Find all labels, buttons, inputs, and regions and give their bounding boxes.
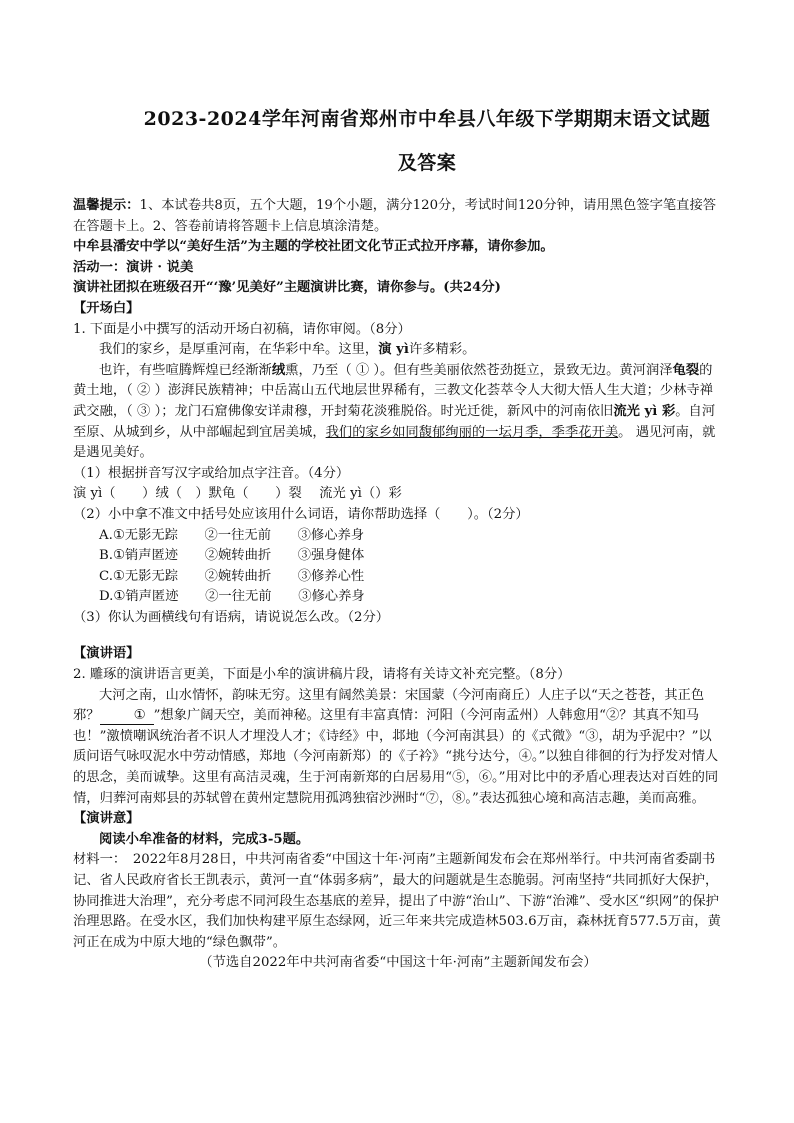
dotted-word: 龟裂: [672, 362, 700, 378]
option-a: A.①无影无踪 ②一往无前 ③修心养身: [99, 527, 365, 543]
material-one: 材料一： 2022年8月28日，中共河南省委“中国这十年·河南”主题新闻发布会在郑州举行。中共河南省委副书记、省人民政府省长王凯表示，黄河一直“体弱多病”，最大的问题就是生态脆弱。河南坚持“共同抓好大保护，协同推进大治理”，充分考虑不同河段生态基底的差异，提出了中游“治山”、下游“治滩”、受水区“织网”的保护治理思路。在受水区，我们加快构建平原生态绿网，近三年来共完成造林503.6万亩，森林抚育577.5万亩，黄河正在成为中原大地的“绿色飘带”。: [73, 852, 721, 950]
question-2-text: [73, 686, 723, 810]
section-opening: 【开场白】: [73, 300, 140, 316]
pinyin-word: 流光 yì 彩: [613, 403, 676, 419]
question-1-sub-3: （3）你认为画横线句有语病，请说说怎么改。（2分）: [73, 609, 390, 625]
underlined-sentence: 我们的家乡如同馥郁绚丽的一坛月季，季季花开美: [325, 424, 619, 440]
spacer: [73, 628, 723, 644]
text-fragment: 我们的家乡，是厚重河南，在华彩中牟。这里，: [99, 342, 379, 358]
text-fragment: ”想象广阔天空，美而神秘。这里有丰富真情：河阳（今河南孟州）人韩愈用“②？其真不知马也！”激愤嘲讽统治者不识人才埋没人才；《诗经》中，邶地（今河南淇县）的《式微》“③，胡为乎泥中？”以质问语气咏叹泥水中劳动情感，郑地（今河南新郑）的《子衿》“挑兮达兮，④。”以独自徘徊的行为抒发对情人的思念，美而诚挚。这里有高洁灵魂，生于河南新郑的白居易用“⑤，⑥。”用对比中的矛盾心理表达对百姓的同情，归葬河南郏县的苏轼曾在黄州定慧院用孤鸿独宿沙洲时“⑦，⑧。”表达孤独心境和高洁志趣，美而高雅。: [73, 708, 719, 806]
dotted-character: 绒: [271, 362, 286, 378]
text-fragment: 大河之南，山水情怀，韵味无穷。这里有阔然美景：宋国蒙（今河南商丘）人庄子以“天之苍苍，其正色邪？: [73, 687, 705, 724]
material-source: （节选自2022年中共河南省委“中国这十年·河南”主题新闻发布会）: [199, 955, 597, 971]
question-1-sub-2: （2）小中拿不准文中括号处应该用什么词语，请你帮助选择（ ）。（2分）: [73, 506, 529, 522]
section-speech: 【演讲语】: [73, 646, 140, 662]
question-2-stem: 2. 雕琢的演讲语言更美，下面是小牟的演讲稿片段，请将有关诗文补充完整。（8分）: [73, 667, 571, 683]
text-fragment: 。自河至原、从城到乡，从中部崛起到宜居美城，: [73, 403, 716, 440]
question-1-stem: 1. 下面是小中撰写的活动开场白初稿，请你审阅。（8分）: [73, 321, 411, 337]
question-3-lead: 阅读小牟准备的材料，完成3-5题。: [99, 831, 310, 847]
activity-one-description: 演讲社团拟在班级召开“‘豫’见美好”主题演讲比赛，请你参与。(共24分): [73, 280, 501, 296]
pinyin-word: 演 yì: [378, 342, 409, 358]
notice: [73, 196, 723, 237]
notice-label: 温馨提示：: [73, 198, 140, 213]
question-1-paragraph-1: [73, 340, 723, 361]
text-fragment: 熏，乃至（ ① ）。但有些美丽依然苍劲挺立，景致无边。黄河润泽: [285, 362, 673, 378]
text-fragment: 许多精彩。: [408, 342, 476, 358]
option-d: D.①销声匿迹 ②一往无前 ③修心养身: [99, 589, 365, 605]
notice-text: 1、本试卷共8页，五个大题，19个小题，满分120分，考试时间120分钟，请用黑色签字笔直接答在答题卡上。2、答卷前请将答题卡上信息填涂清楚。: [73, 198, 717, 234]
section-meaning: 【演讲意】: [73, 811, 140, 827]
document-body: [73, 196, 723, 974]
activity-one-heading: 活动一：演讲 · 说美: [73, 259, 194, 275]
option-b: B.①销声匿迹 ②婉转曲折 ③强身健体: [99, 548, 365, 564]
page-title-continued: 及答案: [397, 152, 457, 174]
text-fragment: 的黄土地，（ ② ）澎湃民族精神；中岳嵩山五代地层世界稀有，三教文化荟萃令人大彻大悟人生大道；少林寺禅武交融，（ ③ ）；龙门石窟佛像安详肃穆，开封菊花淡雅脱俗。时光迁徙，新风中的河南依旧: [73, 362, 714, 419]
intro: 中牟县潘安中学以“美好生活”为主题的学校社团文化节正式拉开序幕，请你参加。: [73, 239, 554, 255]
text-fragment: 。 遇见河南，就是遇见美好。: [73, 424, 716, 461]
option-c: C.①无影无踪 ②婉转曲折 ③修养心性: [99, 568, 365, 584]
page-title: 2023-2024学年河南省郑州市中牟县八年级下学期期末语文试题: [143, 108, 711, 130]
question-1-paragraph-2: [73, 361, 723, 464]
question-1-sub-1-answer-line: 演 yì（ ）绒（ ）默龟（ ）裂 流光 yì（）彩: [73, 486, 402, 502]
question-1-sub-1: （1）根据拼音写汉字或给加点字注音。（4分）: [73, 465, 350, 481]
fill-blank: ①: [100, 708, 154, 725]
text-fragment: 也许，有些喧腾辉煌已经渐渐: [99, 362, 272, 378]
